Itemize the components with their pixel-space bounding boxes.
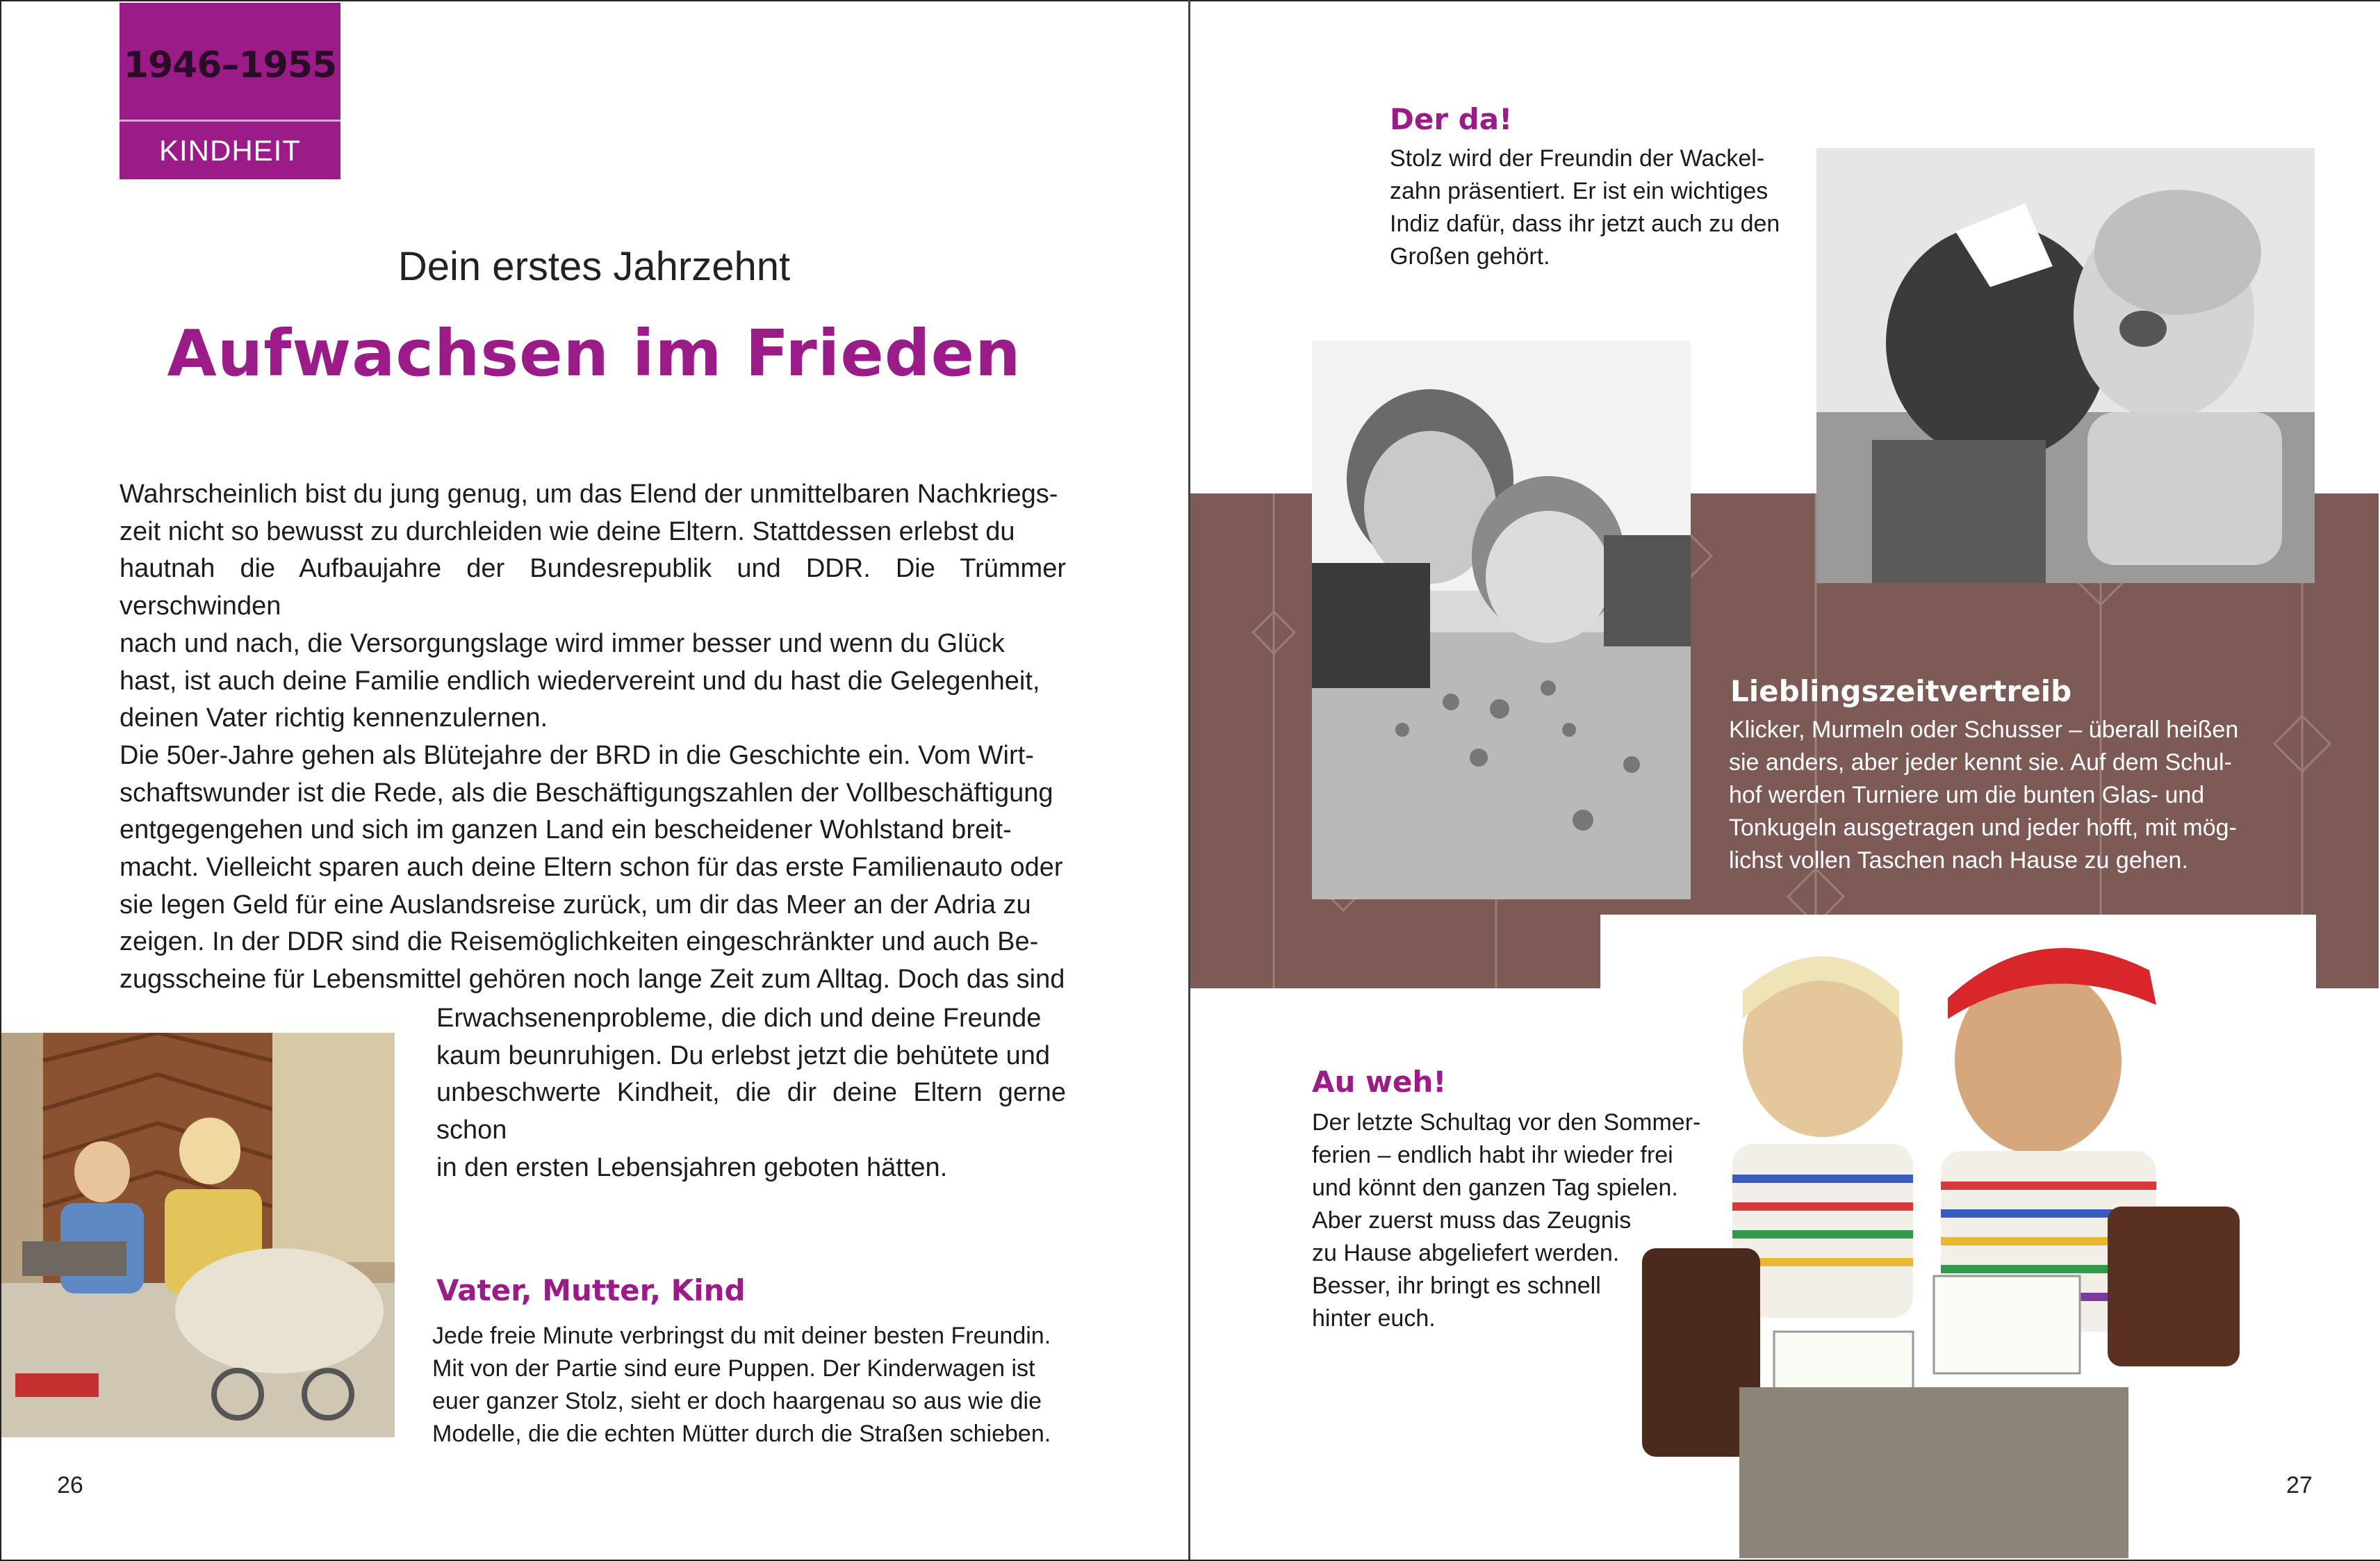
body-text	[120, 476, 1066, 999]
body-line: hast, ist auch deine Familie endlich wiedervereint und du hast die Gelegenheit,	[120, 666, 1040, 696]
caption-line: Modelle, die die echten Mütter durch die Straßen schieben.	[432, 1421, 1051, 1447]
caption-line: Stolz wird der Freundin der Wackel-	[1390, 145, 1765, 172]
body-line: macht. Vielleicht sparen auch deine Eltern schon für das erste Familienauto oder	[120, 853, 1063, 883]
body-line: in den ersten Lebensjahren geboten hätten.	[436, 1152, 948, 1182]
body-line: schaftswunder ist die Rede, als die Beschäftigungszahlen der Vollbeschäftigung	[120, 778, 1053, 808]
photo-boys-report	[1600, 915, 2316, 1558]
caption-line: sie anders, aber jeder kennt sie. Auf dem Schul-	[1729, 749, 2232, 776]
body-line: Wahrscheinlich bist du jung genug, um das Elend der unmittelbaren Nachkriegs-	[120, 480, 1058, 509]
photo-girls-tooth	[1816, 148, 2315, 583]
caption-heading: Vater, Mutter, Kind	[436, 1273, 746, 1307]
caption-line: hinter euch.	[1312, 1305, 1436, 1332]
caption-line: Jede freie Minute verbringst du mit deiner besten Freundin.	[432, 1323, 1051, 1349]
caption-heading: Au weh!	[1312, 1065, 1447, 1099]
page-number-right: 27	[2286, 1472, 2313, 1498]
caption-line: Aber zuerst muss das Zeugnis	[1312, 1207, 1632, 1234]
chapter-years: 1946–1955	[123, 44, 337, 86]
photo-girls-with-pram	[1, 1033, 395, 1437]
caption-line: Klicker, Murmeln oder Schusser – überall heißen	[1729, 717, 2239, 743]
body-line: nach und nach, die Versorgungslage wird immer besser und wenn du Glück	[120, 628, 1005, 658]
caption-heading: Lieblingszeitvertreib	[1730, 674, 2072, 708]
body-line: hautnah die Aufbaujahre der Bundesrepublik und DDR. Die Trümmer verschwinden	[120, 554, 1066, 621]
body-line: zugsscheine für Lebensmittel gehören noch lange Zeit zum Alltag. Doch das sind	[120, 965, 1065, 995]
chapter-section: KINDHEIT	[158, 134, 301, 167]
body-line: deinen Vater richtig kennenzulernen.	[120, 703, 548, 733]
photo-boys-marbles	[1312, 341, 1691, 899]
caption-line: Großen gehört.	[1390, 243, 1550, 270]
caption-line: zahn präsentiert. Er ist ein wichtiges	[1390, 178, 1768, 204]
caption-heading: Der da!	[1390, 102, 1513, 136]
caption-text	[1390, 142, 1780, 273]
body-text-continued	[436, 1000, 1066, 1187]
caption-line: und könnt den ganzen Tag spielen.	[1312, 1175, 1678, 1201]
body-line: zeit nicht so bewusst zu durchleiden wie deine Eltern. Stattdessen erlebst du	[120, 516, 1015, 546]
caption-text	[432, 1320, 1051, 1450]
page-subtitle: Dein erstes Jahrzehnt	[397, 244, 791, 289]
caption-line: Tonkugeln ausgetragen und jeder hofft, mit mög-	[1729, 815, 2237, 841]
caption-text	[1729, 714, 2238, 877]
caption-line: zu Hause abgeliefert werden.	[1312, 1240, 1620, 1266]
body-line: unbeschwerte Kindheit, die dir deine Eltern gerne schon	[436, 1078, 1066, 1145]
caption-line: Besser, ihr bringt es schnell	[1312, 1273, 1601, 1299]
page-title: Aufwachsen im Frieden	[167, 316, 1021, 391]
body-line: entgegengehen und sich im ganzen Land ein bescheidener Wohlstand breit-	[120, 815, 1012, 845]
body-line: Die 50er-Jahre gehen als Blütejahre der BRD in die Geschichte ein. Vom Wirt-	[120, 740, 1034, 770]
chapter-tab	[120, 3, 340, 179]
caption-line: Indiz dafür, dass ihr jetzt auch zu den	[1390, 211, 1780, 237]
caption-line: Der letzte Schultag vor den Sommer-	[1312, 1109, 1701, 1136]
caption-line: ferien – endlich habt ihr wieder frei	[1312, 1142, 1673, 1168]
caption-line: lichst vollen Taschen nach Hause zu gehen.	[1729, 847, 2188, 874]
page-number-left: 26	[57, 1472, 83, 1498]
tab-divider	[120, 120, 340, 122]
body-line: Erwachsenenprobleme, die dich und deine Freunde	[436, 1004, 1042, 1033]
caption-line: hof werden Turniere um die bunten Glas- und	[1729, 782, 2205, 808]
body-line: kaum beunruhigen. Du erlebst jetzt die behütete und	[436, 1040, 1051, 1070]
caption-text	[1312, 1106, 1700, 1335]
body-line: zeigen. In der DDR sind die Reisemöglichkeiten eingeschränkter und auch Be-	[120, 927, 1039, 957]
caption-line: euer ganzer Stolz, sieht er doch haargenau so aus wie die	[432, 1388, 1042, 1414]
body-line: sie legen Geld für eine Auslandsreise zurück, um dir das Meer an der Adria zu	[120, 890, 1031, 920]
caption-line: Mit von der Partie sind eure Puppen. Der Kinderwagen ist	[432, 1355, 1035, 1382]
